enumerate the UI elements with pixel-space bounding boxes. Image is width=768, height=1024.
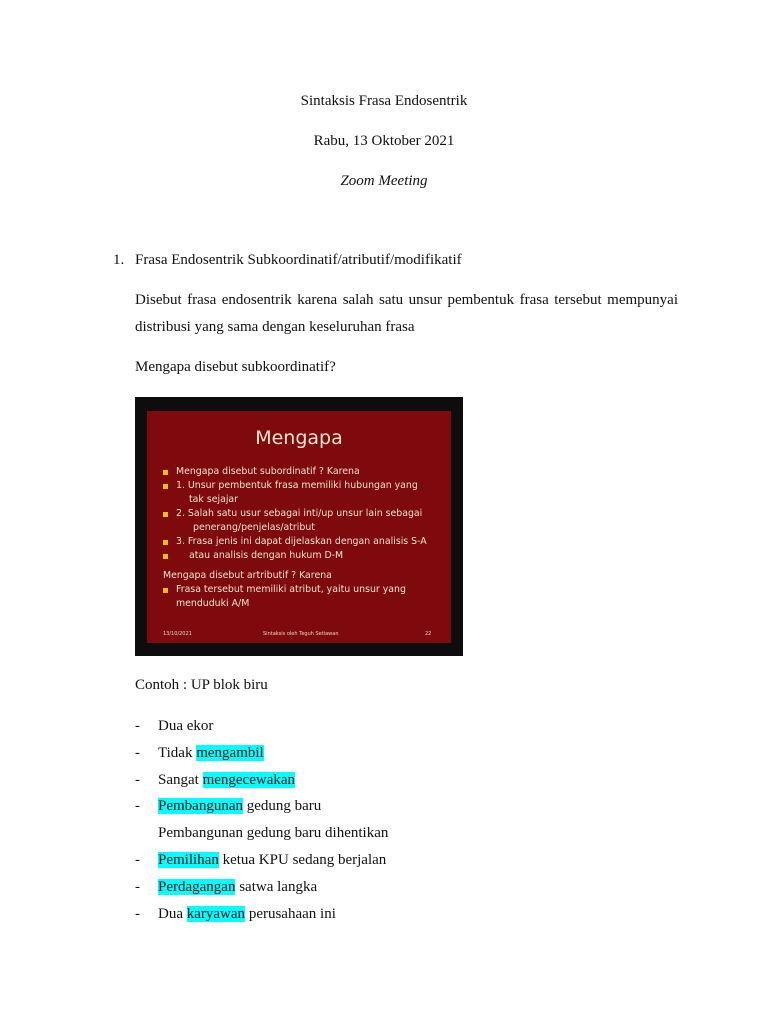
example-list	[135, 716, 695, 930]
slide-line: menduduki A/M	[176, 598, 250, 609]
dash-marker: -	[135, 744, 140, 761]
definition-line-2: distribusi yang sama dengan keseluruhan frasa	[135, 319, 415, 335]
slide-footer-page: 22	[425, 631, 432, 637]
slide-footer-author: Sintaksis oleh Teguh Setiawan	[263, 631, 339, 637]
dash-marker: -	[135, 718, 140, 734]
highlighted-word: Perdagangan	[158, 878, 236, 895]
slide-line: atau analisis dengan hukum D-M	[163, 549, 445, 563]
meeting-label: Zoom Meeting	[340, 173, 428, 189]
definition-paragraph	[135, 287, 678, 341]
slide-line: Frasa tersebut memiliki atribut, yaitu unsur yang	[163, 583, 445, 597]
highlighted-word: mengecewakan	[202, 771, 296, 788]
slide-line: penerang/penjelas/atribut	[193, 522, 315, 533]
slide-footer-date: 13/10/2021	[163, 631, 192, 637]
question-paragraph: Mengapa disebut subkoordinatif?	[135, 359, 336, 375]
bullet-icon	[163, 554, 168, 559]
slide-line: tak sejajar	[189, 494, 239, 505]
document-title: Sintaksis Frasa Endosentrik	[300, 93, 468, 109]
section-heading-text: Frasa Endosentrik Subkoordinatif/atributif/modifikatif	[135, 252, 462, 268]
list-item: - Sangat mengecewakan	[135, 771, 296, 788]
slide-image	[135, 397, 463, 656]
list-item: - Dua karyawan perusahaan ini	[135, 905, 336, 922]
slide-line: 2. Salah satu usur sebagai inti/up unsur lain sebagai	[163, 507, 445, 521]
slide-line: Mengapa disebut subordinatif ? Karena	[163, 465, 445, 479]
bullet-icon	[163, 540, 168, 545]
bullet-icon	[163, 588, 168, 593]
dash-marker: -	[135, 878, 140, 895]
section-number: 1.	[113, 252, 125, 268]
slide-content	[163, 465, 445, 611]
list-item: - Pembangunan gedung baru	[135, 798, 322, 815]
highlighted-word: karyawan	[186, 905, 246, 922]
dash-marker: -	[135, 851, 140, 868]
list-item: - Pemilihan ketua KPU sedang berjalan	[135, 851, 387, 868]
example-heading: Contoh : UP blok biru	[135, 677, 268, 693]
slide-line: 1. Unsur pembentuk frasa memiliki hubungan yang	[163, 479, 445, 493]
slide-footer	[147, 631, 451, 641]
list-item: - Tidak mengambil	[135, 744, 264, 761]
slide-line: Mengapa disebut artributif ? Karena	[163, 570, 332, 581]
slide-line: 3. Frasa jenis ini dapat dijelaskan dengan analisis S-A	[163, 535, 445, 549]
list-item: Pembangunan gedung baru dihentikan	[158, 825, 389, 842]
highlighted-word: Pembangunan	[158, 798, 243, 815]
highlighted-word: Pemilihan	[158, 851, 219, 868]
list-item: - Perdagangan satwa langka	[135, 878, 318, 895]
list-item: - Dua ekor	[135, 718, 214, 734]
slide-title: Mengapa	[255, 427, 343, 449]
document-date: Rabu, 13 Oktober 2021	[313, 133, 455, 149]
highlighted-word: mengambil	[196, 744, 264, 761]
definition-line-1: Disebut frasa endosentrik karena salah satu unsur pembentuk frasa tersebut mempunyai	[135, 292, 678, 308]
slide	[147, 411, 451, 643]
dash-marker: -	[135, 905, 140, 922]
section-heading	[113, 252, 462, 269]
dash-marker: -	[135, 798, 140, 815]
bullet-icon	[163, 484, 168, 489]
bullet-icon	[163, 512, 168, 517]
dash-marker: -	[135, 771, 140, 788]
bullet-icon	[163, 470, 168, 475]
